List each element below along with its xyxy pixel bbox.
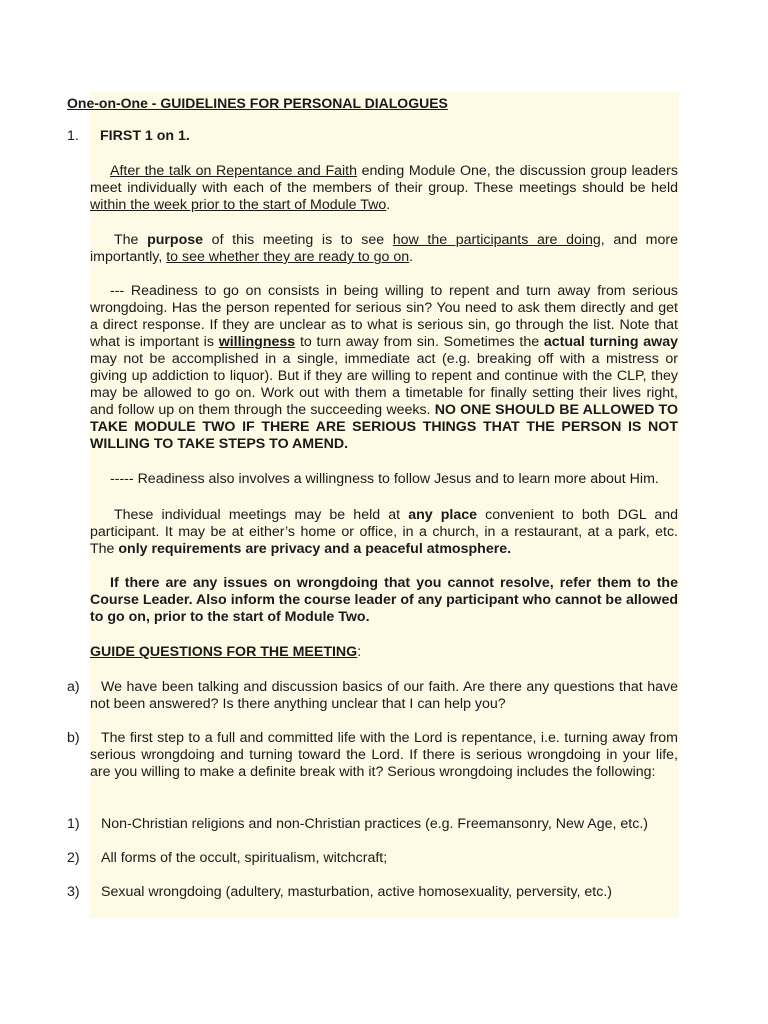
text-run: . (386, 197, 391, 213)
list-item (67, 679, 678, 713)
section-title: FIRST 1 on 1. (100, 128, 190, 144)
section-number: 1. (67, 128, 79, 144)
paragraph-issues (90, 575, 678, 626)
guide-questions-heading (90, 644, 678, 661)
paragraph-follow-jesus (90, 471, 678, 488)
list-item-label: 3) (67, 884, 80, 900)
text-run: . (409, 249, 414, 265)
paragraph-readiness (90, 283, 678, 453)
list-item-text: Sexual wrongdoing (adultery, masturbation, active homosexuality, perversity, etc.) (101, 884, 612, 900)
section-heading (67, 128, 190, 145)
underlined-phrase: After the talk on Repentance and Faith (110, 163, 357, 179)
text-run: ending Module One, the discussion group leaders meet individually with each of the members of their group. These meetings should be held (90, 163, 678, 196)
text-run: ----- Readiness also involves a willingness to follow Jesus and to learn more about Him. (110, 471, 659, 487)
text-run: : (357, 644, 362, 660)
list-item-label: b) (67, 730, 80, 746)
text-run: These individual meetings may be held at (114, 507, 409, 523)
bold-phrase: only requirements are privacy and a peaceful atmosphere. (118, 541, 512, 557)
text-run: , and more importantly, (90, 232, 678, 265)
guide-heading-text: GUIDE QUESTIONS FOR THE MEETING (90, 644, 358, 660)
paragraph-meetings-place (90, 507, 678, 558)
list-item-text: The first step to a full and committed life with the Lord is repentance, i.e. turning away from serious wrongdoing and turning toward the Lord. If there is serious wrongdoing in your life, are you willing to make a definite break with it? Serious wrongdoing includes the following: (90, 730, 678, 780)
paragraph-after-talk (90, 163, 678, 214)
bold-warning: NO ONE SHOULD BE ALLOWED TO TAKE MODULE TWO IF THERE ARE SERIOUS THINGS THAT THE PERSON IS NOT WILLING TO TAKE STEPS TO AMEND. (90, 402, 678, 452)
text-run: to turn away from sin. Sometimes the (295, 334, 544, 350)
text-run: The (114, 232, 148, 248)
document-title: One-on-One - GUIDELINES FOR PERSONAL DIALOGUES (67, 95, 448, 111)
text-run: of this meeting is to see (203, 232, 393, 248)
list-item (67, 850, 678, 867)
text-run: convenient to both DGL and participant. It may be at either’s home or office, in a church, in a restaurant, at a park, etc. The (90, 507, 679, 557)
text-run: --- Readiness to go on consists in being willing to repent and turn away from serious wrongdoing. Has the person repented for serious sin? You need to ask them directly and get a direct response. If they are unclear as to what is serious sin, go through the list. Note that what is important is (90, 283, 678, 350)
bold-phrase: any place (408, 507, 478, 523)
bold-underlined-phrase: willingness (218, 334, 296, 350)
bold-phrase: actual turning away (543, 334, 678, 350)
text-run: may not be accomplished in a single, immediate act (e.g. breaking off with a mistress or giving up addiction to liquor). But if they are willing to repent and continue with the CLP, they may be allowed to go on. Work out with them a timetable for finally setting their lives right, and follow up on them through the succeeding weeks. (90, 351, 678, 418)
paragraph-purpose (90, 232, 678, 266)
underlined-phrase: how the participants are doing (392, 232, 601, 248)
list-item (67, 816, 678, 833)
highlight-background (90, 92, 679, 918)
list-item-text: All forms of the occult, spiritualism, witchcraft; (101, 850, 388, 866)
list-item (67, 884, 678, 901)
underlined-phrase: to see whether they are ready to go on (166, 249, 410, 265)
list-item-label: a) (67, 679, 80, 695)
list-item-label: 2) (67, 850, 80, 866)
list-item-text: We have been talking and discussion basics of our faith. Are there any questions that have not been answered? Is there anything unclear that I can help you? (90, 679, 678, 712)
underlined-phrase: within the week prior to the start of Module Two (90, 197, 387, 213)
list-item-text: Non-Christian religions and non-Christian practices (e.g. Freemansonry, New Age, etc.) (101, 816, 648, 832)
text-run: If there are any issues on wrongdoing that you cannot resolve, refer them to the Course Leader. Also inform the course leader of any participant who cannot be allowed to go on, prior to the start of Module Two. (90, 575, 678, 625)
list-item-label: 1) (67, 816, 80, 832)
bold-phrase: purpose (147, 232, 204, 248)
list-item (67, 730, 678, 781)
